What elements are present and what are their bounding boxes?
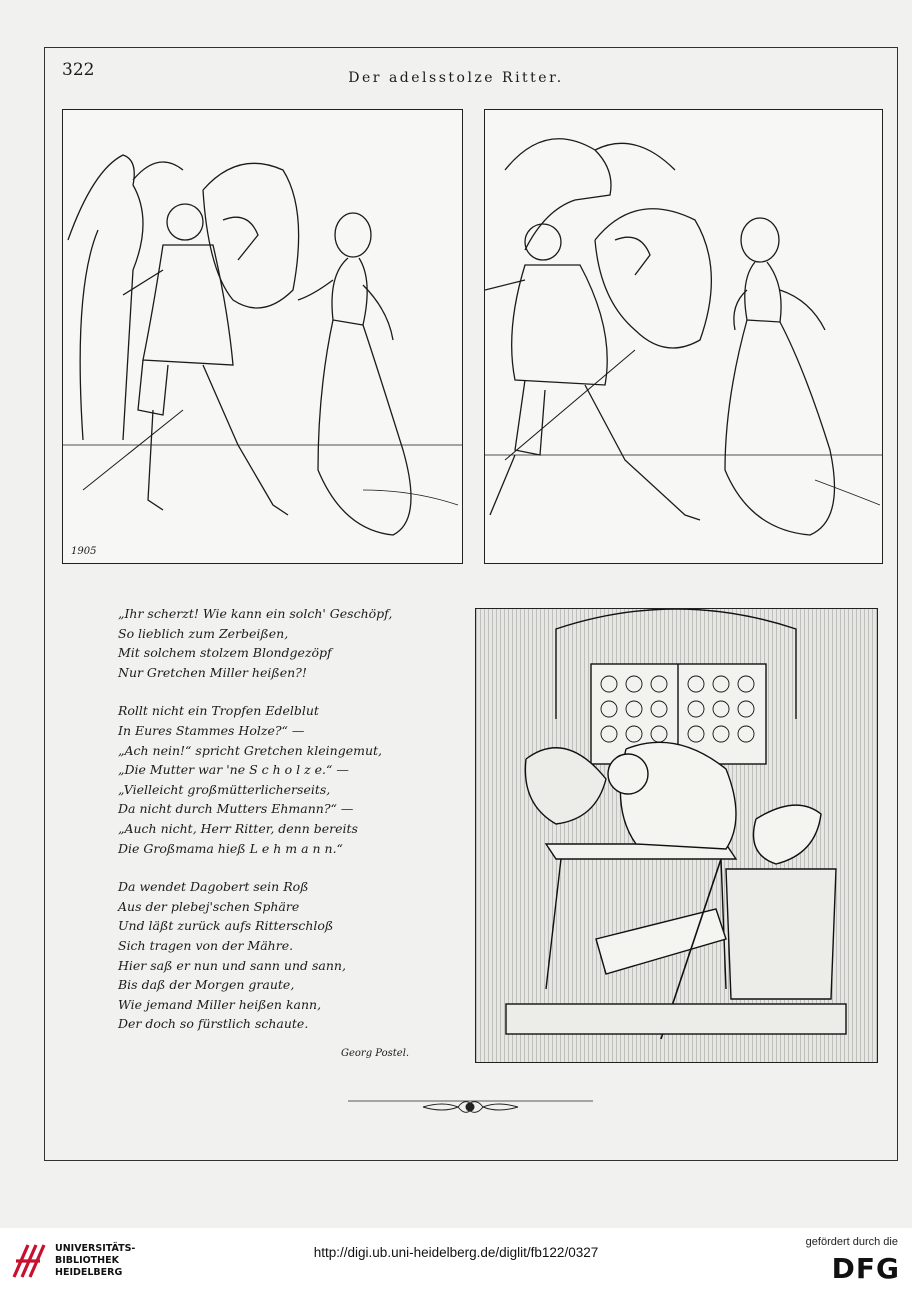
poem-line: „Auch nicht, Herr Ritter, denn bereits (118, 820, 358, 836)
poem-author: Georg Postel. (341, 1048, 410, 1059)
poem-stanza-2 (118, 701, 418, 858)
poem-line: „Die Mutter war 'ne S c h o l z e.“ — (118, 762, 349, 778)
poem-stanza-3 (118, 877, 418, 1034)
poem-line: Da nicht durch Mutters Ehmann?“ — (118, 801, 354, 817)
poem-line: Rollt nicht ein Tropfen Edelblut (118, 703, 319, 719)
poem-line: „Vielleicht großmütterlicherseits, (118, 781, 331, 797)
library-name-line: HEIDELBERG (55, 1267, 123, 1278)
illustration-top-right (484, 109, 883, 564)
poem-line: Die Großmama hieß L e h m a n n.“ (118, 840, 343, 856)
poem-line: In Eures Stammes Holze?“ — (118, 722, 305, 738)
poem-line: „Ach nein!“ spricht Gretchen kleingemut, (118, 742, 383, 758)
ornament-divider-icon (348, 1095, 593, 1119)
footer-bar (0, 1228, 912, 1293)
illustration-top-left (62, 109, 463, 564)
poem-line: Der doch so fürstlich schaute. (118, 1016, 309, 1032)
poem-line: Hier saß er nun und sann und sann, (118, 957, 346, 973)
dfg-logo: DFG (831, 1252, 900, 1285)
sleeping-knight-drawing (476, 609, 877, 1062)
library-name-line: BIBLIOTHEK (55, 1255, 119, 1266)
university-library-logo-icon (10, 1237, 50, 1283)
funding-text: gefördert durch die (805, 1236, 898, 1248)
page-number: 322 (62, 60, 95, 80)
poem-line: Aus der plebej'schen Sphäre (118, 898, 300, 914)
artist-signature-date: 1905 (71, 546, 97, 557)
library-name-line: UNIVERSITÄTS- (55, 1243, 136, 1254)
poem-line: Bis daß der Morgen graute, (118, 977, 295, 993)
knight-and-lady-drawing (63, 110, 462, 563)
poem-text (118, 604, 418, 1053)
knight-horse-lady-drawing (485, 110, 882, 563)
running-title: Der adelsstolze Ritter. (348, 70, 564, 86)
poem-stanza-1 (118, 604, 418, 682)
poem-line: Mit solchem stolzem Blondgezöpf (118, 645, 332, 661)
poem-line: So lieblich zum Zerbeißen, (118, 625, 289, 641)
illustration-bottom-right (475, 608, 878, 1063)
poem-line: Nur Gretchen Miller heißen?! (118, 664, 307, 680)
poem-line: Da wendet Dagobert sein Roß (118, 879, 309, 895)
poem-line: „Ihr scherzt! Wie kann ein solch' Geschöpf, (118, 606, 393, 621)
poem-line: Sich tragen von der Mähre. (118, 937, 294, 953)
poem-line: Wie jemand Miller heißen kann, (118, 996, 322, 1012)
source-url-link[interactable]: http://digi.ub.uni-heidelberg.de/diglit/fb122/0327 (313, 1245, 599, 1260)
poem-line: Und läßt zurück aufs Ritterschloß (118, 918, 334, 934)
